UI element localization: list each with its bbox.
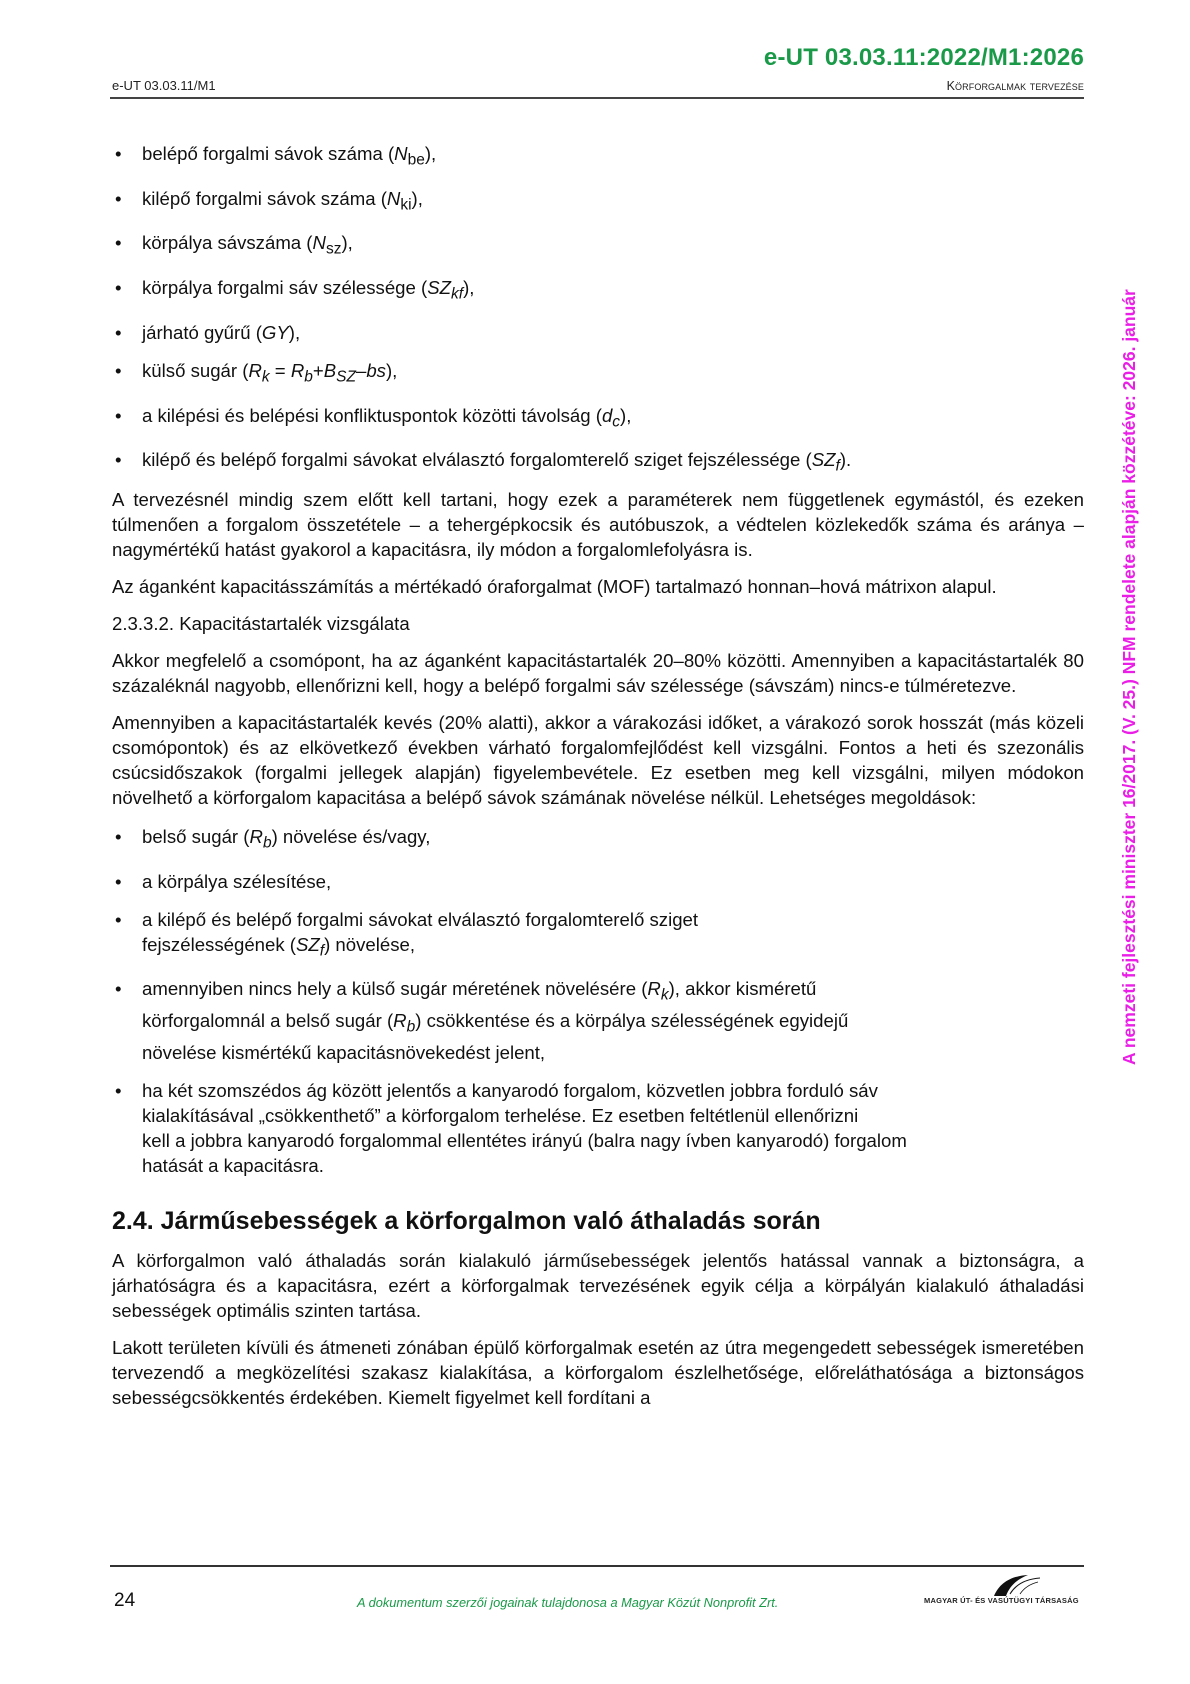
- solutions-list: [112, 824, 1084, 1178]
- paragraph: Amennyiben a kapacitástartalék kevés (20% alatti), akkor a várakozási időket, a várakozó sorok hosszát (más közeli csomópontok) és az elkövetkező években várható forgalomfejlődést kell vizsgálni. Fontos a heti és szezonális csúcsidőszakok (forgalmi jellegek alapján) figyelembevétele. Ez esetben meg kell vizsgálni, milyen módokon növelhető a körforgalom kapacitása a belépő sávok számának növelése nélkül. Lehetséges megoldások:: [112, 712, 1084, 809]
- header-divider: [110, 97, 1084, 99]
- bullet-icon: •: [115, 870, 122, 892]
- list-item: • járható gyűrű (GY),: [115, 321, 301, 343]
- paragraph: A tervezésnél mindig szem előtt kell tartani, hogy ezek a paraméterek nem függetlenek egymástól, és ezeken túlmenően a forgalom összetétele – a tehergépkocsik és autóbuszok, a védtelen közlekedők száma és aránya – nagymértékű hatást gyakorol a kapacitásra, ily módon a forgalomlefolyásra is.: [112, 489, 1084, 561]
- list-item: • amennyiben nincs hely a külső sugár méretének növelésére $(R_k)$, akkor kisméretű körforgalomnál a belső sugár $(R_b)$ csökkentése és a körpálya szélességének egyidejű növelése kismértékű kapacitásnövekedést jelent,: [115, 978, 849, 1063]
- subsection-heading: 2.3.3.2. Kapacitástartalék vizsgálata: [112, 613, 410, 635]
- bullet-icon: •: [115, 908, 122, 930]
- bullet-icon: •: [115, 321, 122, 343]
- page-content: [112, 141, 1084, 1422]
- paragraph: A körforgalmon való áthaladás során kialakuló járműsebességek jelentős hatással vannak a biztonságra, a járhatóságra és a kapacitásra, ezért a körforgalmak tervezésének egyik célja a körpályán kialakuló áthaladási sebességek optimális szinten tartása.: [112, 1249, 1084, 1321]
- parameter-list: [112, 141, 1084, 479]
- header-left: e-UT 03.03.11/M1: [112, 78, 216, 93]
- list-item: • külső sugár $(R_k = R_b+B_{SZ}-bs)$,: [115, 359, 398, 386]
- paragraph: Lakott területen kívüli és átmeneti zónában épülő körforgalmak esetén az útra megengedett sebességek ismeretében tervezendő a megközelítési szakasz kialakítása, a körforgalom észlelhetősége, előreláthatósága a biztonságos sebességcsökkentés érdekében. Kiemelt figyelmet kell fordítani a: [112, 1336, 1084, 1408]
- list-item: • belépő forgalmi sávok száma $(N_{be})$,: [115, 143, 437, 169]
- list-item: • a kilépési és belépési konfliktuspontok közötti távolság $(d_c)$,: [115, 404, 632, 431]
- road-swoosh-icon: [924, 1572, 1084, 1598]
- bullet-icon: •: [115, 277, 122, 299]
- bullet-icon: •: [115, 232, 122, 254]
- bullet-icon: •: [115, 143, 122, 164]
- list-item: • kilépő forgalmi sávok száma $(N_{ki})$,: [115, 187, 423, 214]
- bullet-icon: •: [115, 978, 122, 1000]
- list-item: • a körpálya szélesítése,: [115, 870, 332, 892]
- list-item: • kilépő és belépő forgalmi sávokat elválasztó forgalomterelő sziget fejszélessége $(SZ_f)$.: [115, 449, 852, 476]
- footer-divider: [110, 1565, 1084, 1567]
- bullet-icon: •: [115, 187, 122, 209]
- bullet-icon: •: [115, 404, 122, 426]
- document-code: e-UT 03.03.11:2022/M1:2026: [763, 44, 1084, 71]
- bullet-icon: •: [115, 449, 122, 471]
- page-number: 24: [114, 1590, 136, 1611]
- bullet-icon: •: [115, 826, 122, 848]
- paragraph: Akkor megfelelő a csomópont, ha az áganként kapacitástartalék 20–80% közötti. Amennyiben a kapacitástartalék 80 százaléknál nagyobb, ellenőrizni kell, hogy a belépő forgalmi sáv szélessége (sávszám) nincs-e túlméretezve.: [112, 650, 1084, 697]
- paragraph: Az áganként kapacitásszámítás a mértékadó óraforgalmat (MOF) tartalmazó honnan–hová mátrixon alapul.: [112, 576, 997, 598]
- list-item: • ha két szomszédos ág között jelentős a kanyarodó forgalom, közvetlen jobbra forduló sáv kialakításával „csökkenthető” a körforgalom terhelése. Ez esetben feltétlenül ellenőrizni kell a jobbra kanyarodó forgalommal ellentétes irányú (balra nagy ívben kanyarodó) forgalom hatását a kapacitásra.: [115, 1079, 907, 1176]
- list-item: • a kilépő és belépő forgalmi sávokat elválasztó forgalomterelő sziget fejszélességének $(SZ_f)$ növelése,: [115, 908, 699, 960]
- bullet-icon: •: [115, 1079, 122, 1101]
- bullet-icon: •: [115, 359, 122, 381]
- list-item: • körpálya forgalmi sáv szélessége $(SZ_{kf})$,: [115, 277, 475, 303]
- society-logo: [924, 1572, 1084, 1612]
- list-item: • belső sugár $(R_b)$ növelése és/vagy,: [115, 826, 431, 852]
- copyright-notice: A dokumentum szerzői jogainak tulajdonosa a Magyar Közút Nonprofit Zrt.: [357, 1595, 779, 1610]
- logo-text: MAGYAR ÚT- ÉS VASÚTÜGYI TÁRSASÁG: [924, 1596, 1079, 1605]
- section-heading: 2.4. Járműsebességek a körforgalmon való áthaladás során: [112, 1206, 821, 1235]
- header-right: Körforgalmak tervezése: [946, 79, 1084, 93]
- publication-note: A nemzeti fejlesztési miniszter 16/2017. (V. 25.) NFM rendelete alapján közzétéve: 2026. január: [1119, 289, 1139, 1065]
- list-item: • körpálya sávszáma $(N_{sz})$,: [115, 232, 353, 259]
